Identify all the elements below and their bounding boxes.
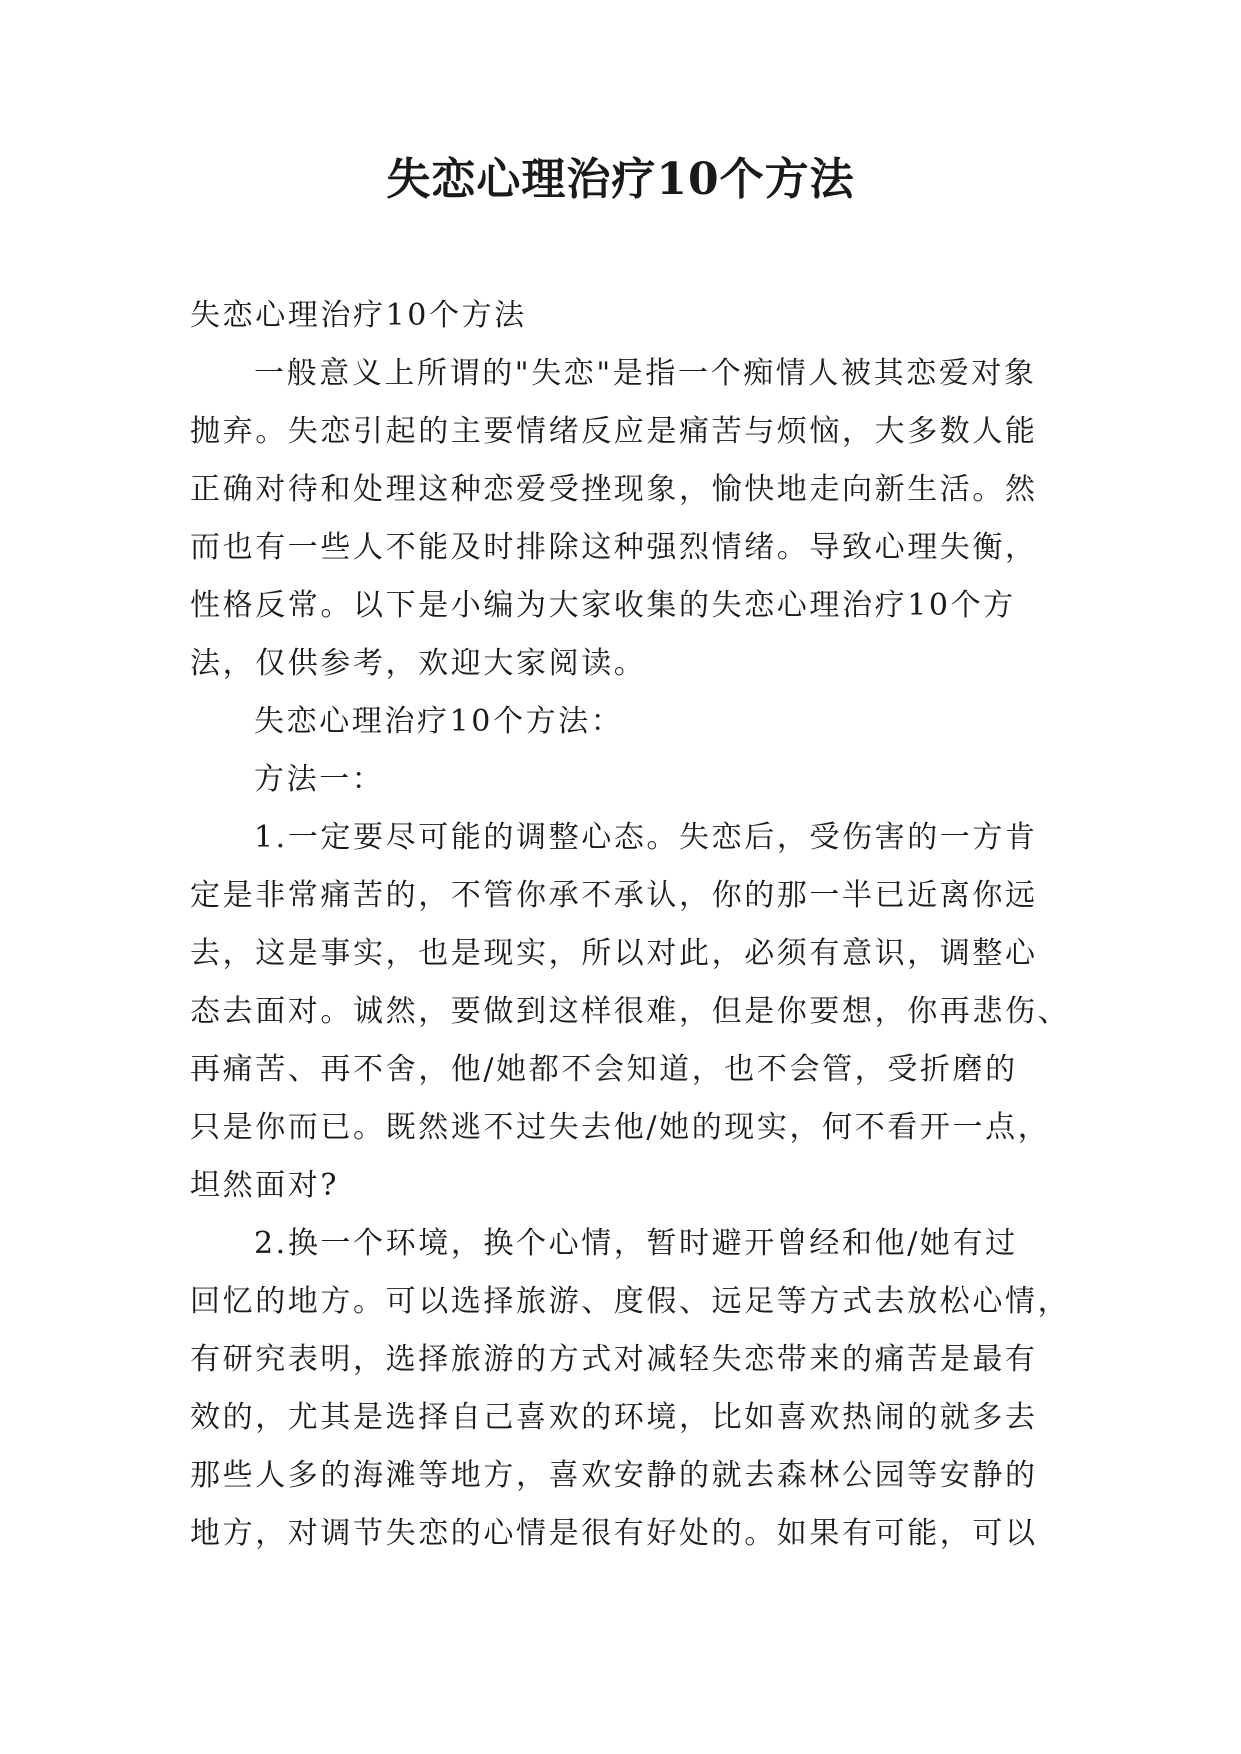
text-line: 方法一：: [254, 762, 385, 797]
text-line: 正确对待和处理这种恋爱受挫现象，愉快地走向新生活。然: [190, 472, 1038, 507]
text-line: 态去面对。诚然，要做到这样很难，但是你要想，你再悲伤、: [190, 994, 1071, 1029]
text-line: 一般意义上所谓的"失恋"是指一个痴情人被其恋爱对象: [254, 356, 1037, 391]
text-line: 坦然面对?: [190, 1168, 340, 1203]
text-line: 2.换一个环境，换个心情，暂时避开曾经和他/她有过: [254, 1226, 1018, 1261]
text-line: 只是你而已。既然逃不过失去他/她的现实，何不看开一点，: [190, 1110, 1051, 1145]
text-line: 失恋心理治疗10个方法: [190, 298, 527, 333]
text-line: 效的，尤其是选择自己喜欢的环境，比如喜欢热闹的就多去: [190, 1400, 1038, 1435]
text-line: 抛弃。失恋引起的主要情绪反应是痛苦与烦恼，大多数人能: [190, 414, 1038, 449]
text-line: 1.一定要尽可能的调整心态。失恋后，受伤害的一方肯: [254, 820, 1038, 855]
text-line: 那些人多的海滩等地方，喜欢安静的就去森林公园等安静的: [190, 1458, 1038, 1493]
text-line: 定是非常痛苦的，不管你承不承认，你的那一半已近离你远: [190, 878, 1038, 913]
text-line: 有研究表明，选择旅游的方式对减轻失恋带来的痛苦是最有: [190, 1342, 1038, 1377]
text-line: 法，仅供参考，欢迎大家阅读。: [190, 646, 647, 681]
text-line: 性格反常。以下是小编为大家收集的失恋心理治疗10个方: [190, 588, 1016, 623]
text-line: 而也有一些人不能及时排除这种强烈情绪。导致心理失衡，: [190, 530, 1038, 565]
document-body: [190, 287, 1071, 1563]
text-line: 去，这是事实，也是现实，所以对此，必须有意识，调整心: [190, 936, 1038, 971]
text-line: 再痛苦、再不舍，他/她都不会知道，也不会管，受折磨的: [190, 1052, 1018, 1087]
document-title: 失恋心理治疗10个方法: [386, 154, 855, 205]
text-line: 回忆的地方。可以选择旅游、度假、远足等方式去放松心情，: [190, 1284, 1071, 1319]
text-line: 地方，对调节失恋的心情是很有好处的。如果有可能，可以: [190, 1516, 1038, 1551]
text-line: 失恋心理治疗10个方法：: [254, 704, 624, 739]
